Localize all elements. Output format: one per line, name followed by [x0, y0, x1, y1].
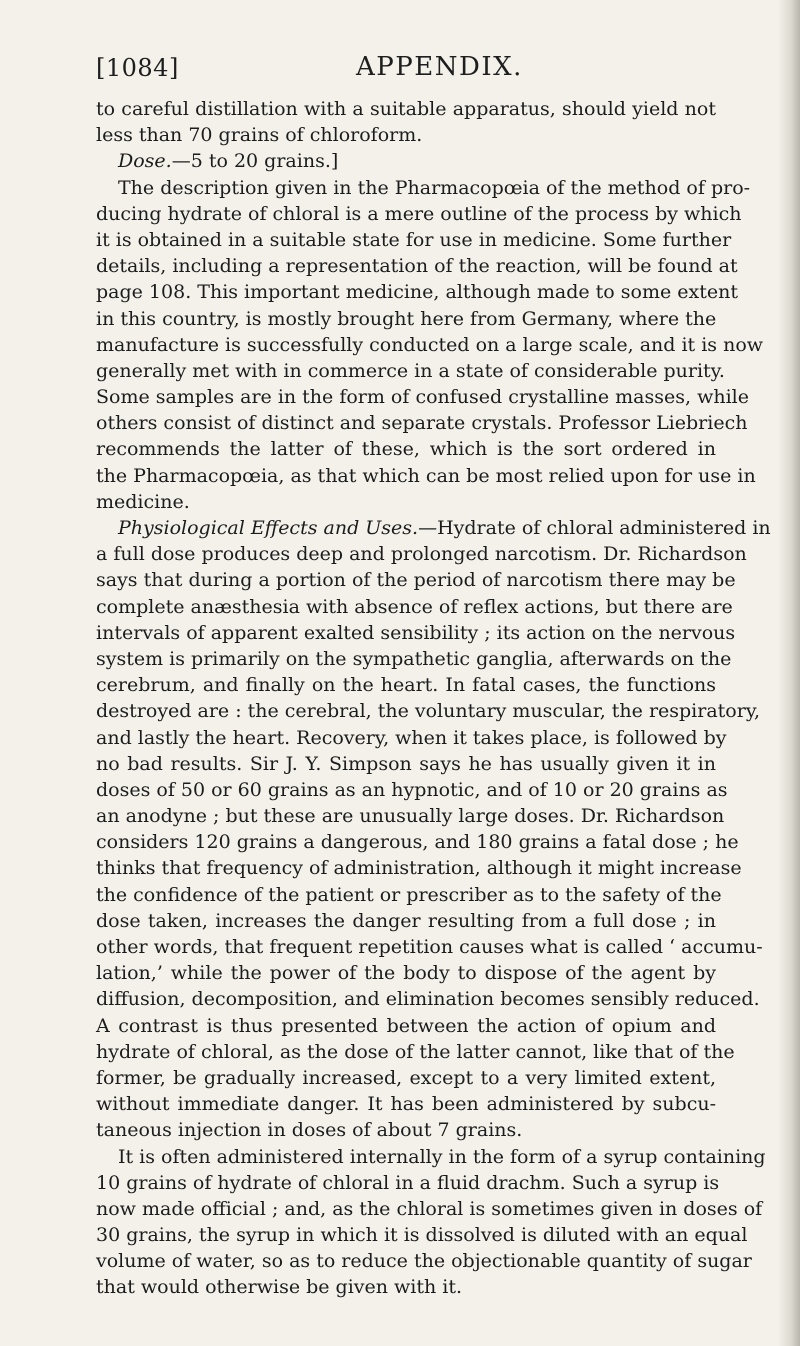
line-text: less than 70 grains of chloroform.: [96, 124, 423, 147]
line-text: and lastly the heart. Recovery, when it takes place, is followed by: [96, 726, 727, 749]
text-line: [96, 541, 747, 567]
line-text: without immediate danger. It has been administered by subcu-: [96, 1093, 716, 1116]
line-text: Some samples are in the form of confused crystalline masses, while: [96, 386, 749, 409]
line-text: considers 120 grains a dangerous, and 180 grains a fatal dose ; he: [96, 831, 739, 854]
line-text: to careful distillation with a suitable apparatus, should yield not: [96, 98, 716, 120]
line-text: doses of 50 or 60 grains as an hypnotic, and of 10 or 20 grains as: [96, 778, 728, 801]
page-edge-shadow: [778, 0, 800, 1346]
line-text: —5 to 20 grains.]: [171, 150, 339, 173]
text-line: [96, 934, 763, 960]
section-heading-italic: Physiological Effects and Uses.: [118, 517, 419, 539]
section-heading-italic: Dose.: [118, 150, 172, 173]
text-line: [96, 646, 732, 672]
line-text: diffusion, decomposition, and elimination becomes sensibly reduced.: [96, 988, 760, 1011]
text-line: [96, 253, 738, 279]
line-text: now made official ; and, as the chloral is sometimes given in doses of: [96, 1197, 763, 1220]
line-text: cerebrum, and finally on the heart. In fatal cases, the functions: [96, 674, 716, 697]
text-line: [96, 1039, 735, 1065]
text-line: [96, 122, 716, 148]
line-text: It is often administered internally in the form of a syrup containing: [118, 1145, 766, 1168]
text-line: [96, 803, 725, 829]
body-text: [96, 96, 771, 1301]
line-text: the Pharmacopœia, as that which can be most relied upon for use in: [96, 464, 756, 487]
line-text: in this country, is mostly brought here from Germany, where the: [96, 307, 717, 330]
text-line: [96, 96, 716, 122]
text-line: [96, 1196, 763, 1222]
text-line: [96, 148, 716, 174]
line-text: that would otherwise be given with it.: [96, 1276, 463, 1299]
text-line: [96, 567, 736, 593]
text-line: [96, 1091, 716, 1117]
line-text: dose taken, increases the danger resulting from a full dose ; in: [96, 909, 716, 932]
line-text: volume of water, so as to reduce the objectionable quantity of sugar: [96, 1250, 752, 1273]
line-text: destroyed are : the cerebral, the voluntary muscular, the respiratory,: [96, 700, 761, 723]
text-line: [96, 986, 760, 1012]
text-line: [96, 306, 716, 332]
text-line: [96, 725, 727, 751]
text-line: [96, 358, 725, 384]
line-text: 10 grains of hydrate of chloral in a fluid drachm. Such a syrup is: [96, 1171, 720, 1194]
text-line: [96, 227, 732, 253]
text-line: [96, 882, 722, 908]
line-text: former, be gradually increased, except to a very limited extent,: [96, 1066, 716, 1089]
text-line: [96, 515, 771, 541]
text-line: [96, 279, 738, 305]
text-line: [96, 777, 728, 803]
running-head: APPENDIX.: [356, 52, 523, 82]
text-line: [96, 410, 748, 436]
text-line: [96, 1144, 766, 1170]
line-text: other words, that frequent repetition causes what is called ‘ accumu-: [96, 936, 763, 958]
line-text: lation,’ while the power of the body to dispose of the agent by: [96, 962, 716, 985]
line-text: page 108. This important medicine, although made to some extent: [96, 281, 738, 304]
text-line: [96, 960, 716, 986]
line-text: generally met with in commerce in a state of considerable purity.: [96, 359, 725, 382]
line-text: complete anæsthesia with absence of reflex actions, but there are: [96, 595, 733, 618]
text-line: [96, 1065, 716, 1091]
line-text: intervals of apparent exalted sensibility ; its action on the nervous: [96, 621, 736, 644]
line-text: manufacture is successfully conducted on a large scale, and it is now: [96, 333, 764, 356]
text-line: [96, 698, 761, 724]
line-text: thinks that frequency of administration, although it might increase: [96, 857, 742, 880]
text-line: [96, 1222, 748, 1248]
page-header: [96, 46, 716, 86]
line-text: no bad results. Sir J. Y. Simpson says he has usually given it in: [96, 752, 716, 775]
text-line: [96, 908, 716, 934]
line-text: A contrast is thus presented between the action of opium and: [96, 1014, 716, 1037]
text-line: [96, 620, 736, 646]
line-text: it is obtained in a suitable state for use in medicine. Some further: [96, 228, 732, 251]
line-text: others consist of distinct and separate crystals. Professor Liebriech: [96, 412, 748, 435]
line-text: 30 grains, the syrup in which it is dissolved is diluted with an equal: [96, 1224, 748, 1247]
line-text: hydrate of chloral, as the dose of the latter cannot, like that of the: [96, 1040, 735, 1063]
text-line: [96, 332, 764, 358]
line-text: ducing hydrate of chloral is a mere outline of the process by which: [96, 202, 742, 225]
line-text: recommends the latter of these, which is the sort ordered in: [96, 438, 716, 461]
line-text: a full dose produces deep and prolonged narcotism. Dr. Richardson: [96, 543, 747, 566]
text-line: [96, 175, 751, 201]
text-line: [96, 384, 749, 410]
line-text: taneous injection in doses of about 7 grains.: [96, 1119, 523, 1142]
text-line: [96, 594, 733, 620]
line-text: —Hydrate of chloral administered in: [418, 517, 771, 539]
text-line: [96, 1248, 752, 1274]
text-line: [96, 1274, 716, 1300]
text-line: [96, 829, 739, 855]
text-line: [96, 1170, 720, 1196]
line-text: The description given in the Pharmacopœia of the method of pro-: [118, 176, 751, 199]
text-line: [96, 672, 716, 698]
text-line: [96, 751, 716, 777]
text-line: [96, 1117, 716, 1143]
line-text: an anodyne ; but these are unusually large doses. Dr. Richardson: [96, 805, 725, 828]
text-line: [96, 489, 716, 515]
text-line: [96, 201, 742, 227]
text-line: [96, 463, 756, 489]
line-text: the confidence of the patient or prescriber as to the safety of the: [96, 883, 722, 906]
line-text: details, including a representation of the reaction, will be found at: [96, 255, 738, 278]
line-text: system is primarily on the sympathetic ganglia, afterwards on the: [96, 647, 732, 670]
page-number: [1084]: [96, 54, 179, 82]
text-line: [96, 855, 742, 881]
line-text: medicine.: [96, 490, 190, 513]
text-line: [96, 436, 716, 462]
text-line: [96, 1013, 716, 1039]
line-text: says that during a portion of the period of narcotism there may be: [96, 569, 736, 592]
